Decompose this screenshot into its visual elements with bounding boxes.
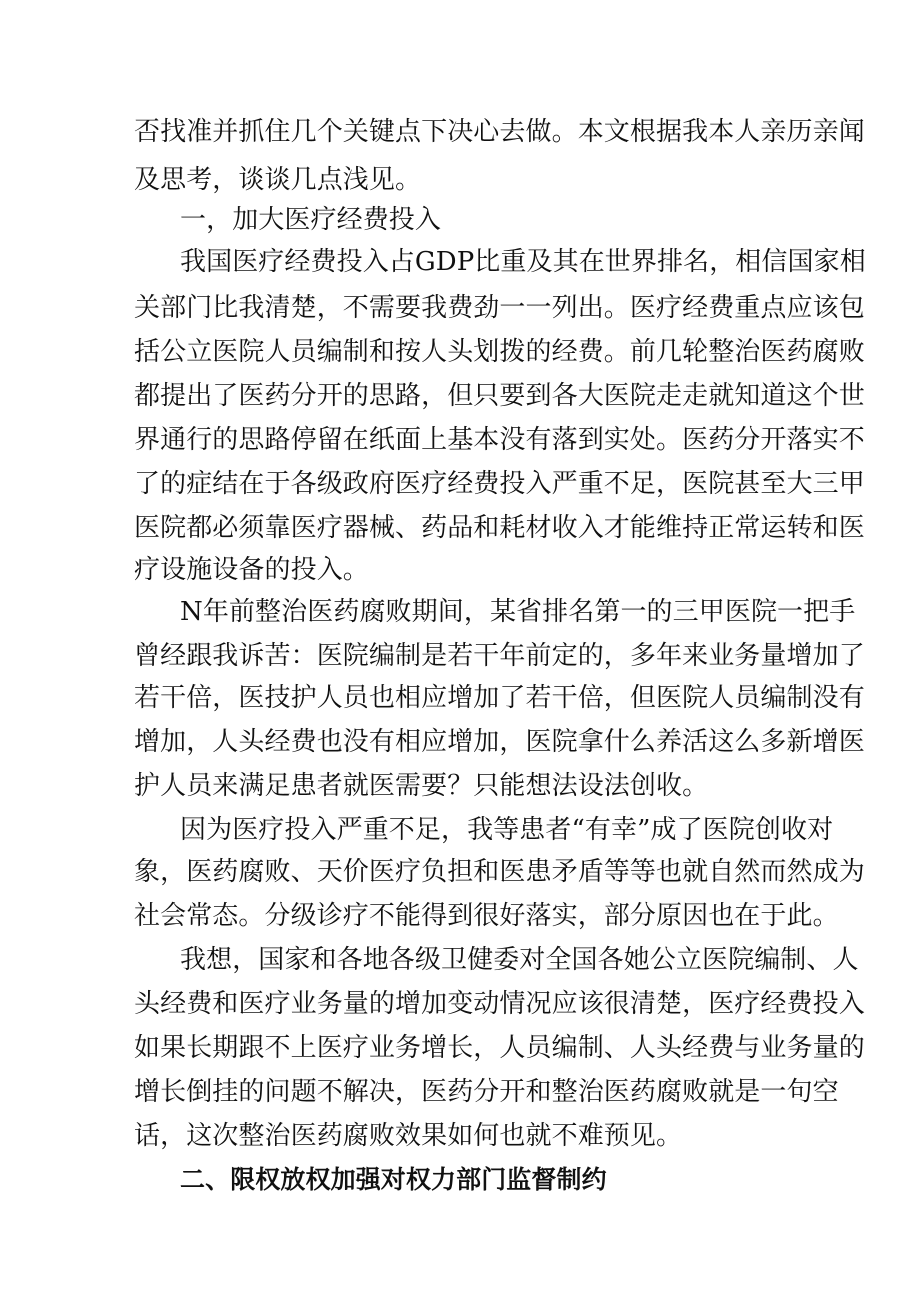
section-heading: 一，加大医疗经费投入 bbox=[180, 205, 442, 235]
text-line: 增长倒挂的问题不解决，医药分开和整治医药腐败就是一句空 bbox=[134, 1077, 839, 1107]
text-line: 象，医药腐败、天价医疗负担和医患矛盾等等也就自然而然成为 bbox=[134, 857, 865, 887]
text-line: 都提出了医药分开的思路，但只要到各大医院走走就知道这个世 bbox=[134, 381, 865, 411]
text-line: 界通行的思路停留在纸面上基本没有落到实处。医药分开落实不 bbox=[134, 425, 865, 455]
section-heading: 二、限权放权加强对权力部门监督制约 bbox=[180, 1165, 607, 1194]
text-line: 曾经跟我诉苦：医院编制是若干年前定的，多年来业务量增加了 bbox=[134, 641, 865, 671]
text-line: 我国医疗经费投入占GDP比重及其在世界排名，相信国家相 bbox=[180, 247, 866, 277]
text-line: 了的症结在于各级政府医疗经费投入严重不足，医院甚至大三甲 bbox=[134, 469, 865, 499]
text-line: 如果长期跟不上医疗业务增长，人员编制、人头经费与业务量的 bbox=[134, 1033, 865, 1063]
text-line: 医院都必须靠医疗器械、药品和耗材收入才能维持正常运转和医 bbox=[134, 513, 865, 543]
text-line: 我想，国家和各地各级卫健委对全国各她公立医院编制、人 bbox=[180, 945, 859, 975]
text-line: 疗设施设备的投入。 bbox=[134, 555, 369, 585]
text-line: 否找准并抓住几个关键点下决心去做。本文根据我本人亲历亲闻 bbox=[134, 117, 865, 147]
text-line: 因为医疗投入严重不足，我等患者“有幸”成了医院创收对 bbox=[180, 815, 834, 845]
text-line: 及思考，谈谈几点浅见。 bbox=[134, 165, 422, 195]
text-line: 关部门比我清楚，不需要我费劲一一列出。医疗经费重点应该包 bbox=[134, 293, 865, 323]
text-line: 头经费和医疗业务量的增加变动情况应该很清楚，医疗经费投入 bbox=[134, 989, 865, 1019]
text-line: N年前整治医药腐败期间，某省排名第一的三甲医院一把手 bbox=[180, 597, 856, 627]
text-line: 括公立医院人员编制和按人头划拨的经费。前几轮整治医药腐败 bbox=[134, 337, 865, 367]
text-line: 若干倍，医技护人员也相应增加了若干倍，但医院人员编制没有 bbox=[134, 683, 865, 713]
text-line: 话，这次整治医药腐败效果如何也就不难预见。 bbox=[134, 1121, 683, 1151]
text-line: 护人员来满足患者就医需要？只能想法设法创收。 bbox=[134, 771, 709, 801]
text-line: 社会常态。分级诊疗不能得到很好落实，部分原因也在于此。 bbox=[134, 901, 839, 931]
text-line: 增加，人头经费也没有相应增加，医院拿什么养活这么多新增医 bbox=[134, 727, 865, 757]
